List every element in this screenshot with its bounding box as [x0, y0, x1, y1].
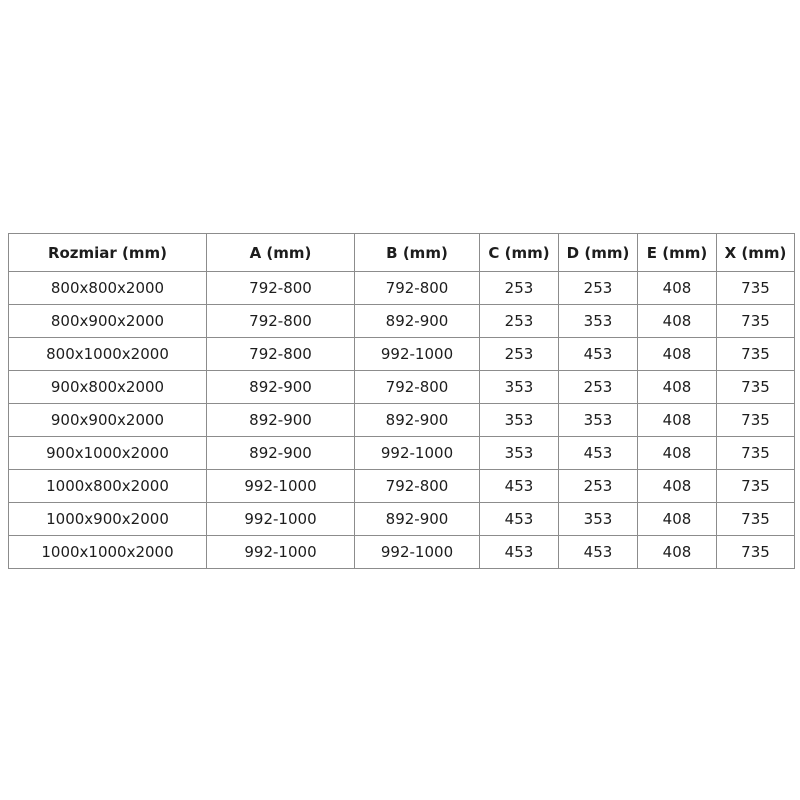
dimension-cell: 735 — [717, 305, 795, 338]
dimension-cell: 253 — [559, 272, 638, 305]
dimension-cell: 453 — [559, 338, 638, 371]
dimension-cell: 792-800 — [207, 272, 355, 305]
dimension-cell: 408 — [638, 503, 717, 536]
dimension-cell: 792-800 — [207, 305, 355, 338]
dimension-cell: 353 — [559, 305, 638, 338]
dimension-cell: 792-800 — [355, 371, 480, 404]
dimension-cell: 253 — [480, 305, 559, 338]
size-cell: 1000x900x2000 — [9, 503, 207, 536]
dimension-cell: 408 — [638, 404, 717, 437]
dimension-cell: 453 — [480, 470, 559, 503]
dimension-cell: 892-900 — [355, 305, 480, 338]
dimension-cell: 453 — [559, 437, 638, 470]
size-cell: 800x1000x2000 — [9, 338, 207, 371]
dimension-cell: 408 — [638, 470, 717, 503]
table-row — [9, 305, 795, 338]
dimension-cell: 453 — [480, 503, 559, 536]
dimension-cell: 892-900 — [207, 437, 355, 470]
dimension-cell: 892-900 — [355, 404, 480, 437]
table-row — [9, 338, 795, 371]
size-cell: 800x900x2000 — [9, 305, 207, 338]
dimension-cell: 735 — [717, 503, 795, 536]
column-header: X (mm) — [717, 234, 795, 272]
dimension-cell: 253 — [559, 371, 638, 404]
dimension-cell: 408 — [638, 536, 717, 569]
size-spec-table — [8, 233, 795, 569]
dimension-cell: 792-800 — [207, 338, 355, 371]
size-cell: 900x900x2000 — [9, 404, 207, 437]
column-header: C (mm) — [480, 234, 559, 272]
table-row — [9, 404, 795, 437]
dimension-cell: 408 — [638, 338, 717, 371]
size-cell: 900x800x2000 — [9, 371, 207, 404]
dimension-cell: 253 — [559, 470, 638, 503]
dimension-cell: 408 — [638, 371, 717, 404]
dimension-cell: 735 — [717, 272, 795, 305]
dimension-cell: 408 — [638, 305, 717, 338]
dimension-cell: 735 — [717, 536, 795, 569]
table-row — [9, 470, 795, 503]
dimension-cell: 992-1000 — [207, 503, 355, 536]
dimension-cell: 992-1000 — [355, 338, 480, 371]
dimension-cell: 353 — [480, 404, 559, 437]
dimension-cell: 408 — [638, 272, 717, 305]
table-row — [9, 371, 795, 404]
table-row — [9, 437, 795, 470]
size-cell: 1000x800x2000 — [9, 470, 207, 503]
column-header: E (mm) — [638, 234, 717, 272]
dimension-cell: 735 — [717, 404, 795, 437]
column-header: A (mm) — [207, 234, 355, 272]
column-header: Rozmiar (mm) — [9, 234, 207, 272]
dimension-cell: 735 — [717, 338, 795, 371]
dimension-cell: 353 — [559, 503, 638, 536]
column-header: B (mm) — [355, 234, 480, 272]
dimension-cell: 892-900 — [207, 371, 355, 404]
dimension-cell: 253 — [480, 272, 559, 305]
dimension-cell: 735 — [717, 437, 795, 470]
size-cell: 900x1000x2000 — [9, 437, 207, 470]
dimension-cell: 992-1000 — [207, 470, 355, 503]
dimension-cell: 992-1000 — [207, 536, 355, 569]
dimension-cell: 792-800 — [355, 470, 480, 503]
dimension-cell: 453 — [559, 536, 638, 569]
dimension-cell: 735 — [717, 371, 795, 404]
dimension-cell: 735 — [717, 470, 795, 503]
dimension-cell: 992-1000 — [355, 437, 480, 470]
table-header-row — [9, 234, 795, 272]
size-cell: 1000x1000x2000 — [9, 536, 207, 569]
table-row — [9, 503, 795, 536]
dimension-cell: 353 — [480, 437, 559, 470]
dimension-cell: 992-1000 — [355, 536, 480, 569]
dimension-cell: 353 — [559, 404, 638, 437]
dimension-cell: 453 — [480, 536, 559, 569]
dimension-cell: 408 — [638, 437, 717, 470]
table-row — [9, 272, 795, 305]
dimension-cell: 253 — [480, 338, 559, 371]
dimension-cell: 353 — [480, 371, 559, 404]
dimension-cell: 892-900 — [355, 503, 480, 536]
dimension-cell: 892-900 — [207, 404, 355, 437]
column-header: D (mm) — [559, 234, 638, 272]
dimension-cell: 792-800 — [355, 272, 480, 305]
size-cell: 800x800x2000 — [9, 272, 207, 305]
table-row — [9, 536, 795, 569]
